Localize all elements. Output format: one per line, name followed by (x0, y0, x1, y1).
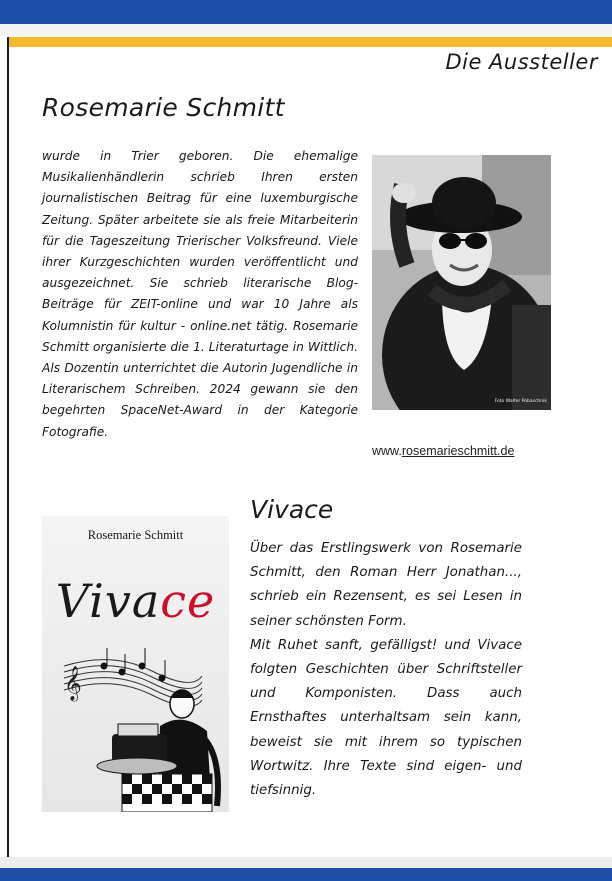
book-description (250, 537, 522, 803)
section-header: Die Aussteller (445, 50, 598, 74)
website-prefix: www. (372, 444, 402, 458)
page-edge-line (7, 37, 9, 857)
website-domain[interactable]: rosemarieschmitt.de (401, 444, 515, 458)
top-blue-bar (0, 0, 612, 24)
author-website-link[interactable] (372, 444, 514, 458)
bottom-blue-bar (0, 868, 612, 881)
typewriter-figure-icon (97, 690, 218, 813)
author-name-heading: Rosemarie Schmitt (42, 93, 285, 122)
cover-title-part-1: Viva (55, 574, 161, 628)
cover-title-part-2: ce (160, 574, 216, 628)
author-photo-illustration (372, 155, 551, 410)
author-bio: wurde in Trier geboren. Die ehemalige Musikalienhändlerin schrieb Ihren ersten journalistischen Beitrag für eine luxemburgische Zeitung. Später arbeitete sie als freie Mitarbeiterin für die Tageszeitung Trierischer Volksfreund. Viele ihrer Kurzgeschichten wurden veröffentlicht und ausgezeichnet. Sie schrieb literarische Blog-Beiträge für ZEIT-online und war 10 Jahre als Kolumnistin für kultur - online.net tätig. Rosemarie Schmitt organisierte die 1. Literaturtage in Wittlich. Als Dozentin unterrichtet die Autorin Jugendliche in Literarischem Schreiben. 2024 gewann sie den begehrten SpaceNet-Award in der Kategorie Fotografie. (42, 149, 358, 439)
book-cover (42, 516, 229, 812)
photo-credit: Foto Walter Pobaschnik (494, 399, 547, 404)
book-description-paragraph-1: Über das Erstlingswerk von Rosemarie Schmitt, den Roman Herr Jonathan..., schrieb ein Rezensent, es sei Lesen in seiner schönsten Form. (250, 541, 522, 629)
book-cover-illustration (42, 516, 229, 812)
top-gap (0, 24, 612, 36)
svg-text:𝄞: 𝄞 (64, 666, 82, 701)
cover-title (42, 574, 229, 628)
accent-yellow-bar (8, 37, 612, 47)
cover-author-name: Rosemarie Schmitt (87, 528, 184, 542)
book-description-paragraph-2: Mit Ruhet sanft, gefälligst! und Vivace folgten Geschichten über Schriftsteller und Komponisten. Dass auch Ernsthaftes unterhaltsam sein kann, beweist sie mit ihrem so typischen Wortwitz. Ihre Texte sind eigen- und tiefsinnig. (250, 637, 522, 799)
book-title-heading: Vivace (250, 495, 334, 524)
author-photo (372, 155, 551, 410)
